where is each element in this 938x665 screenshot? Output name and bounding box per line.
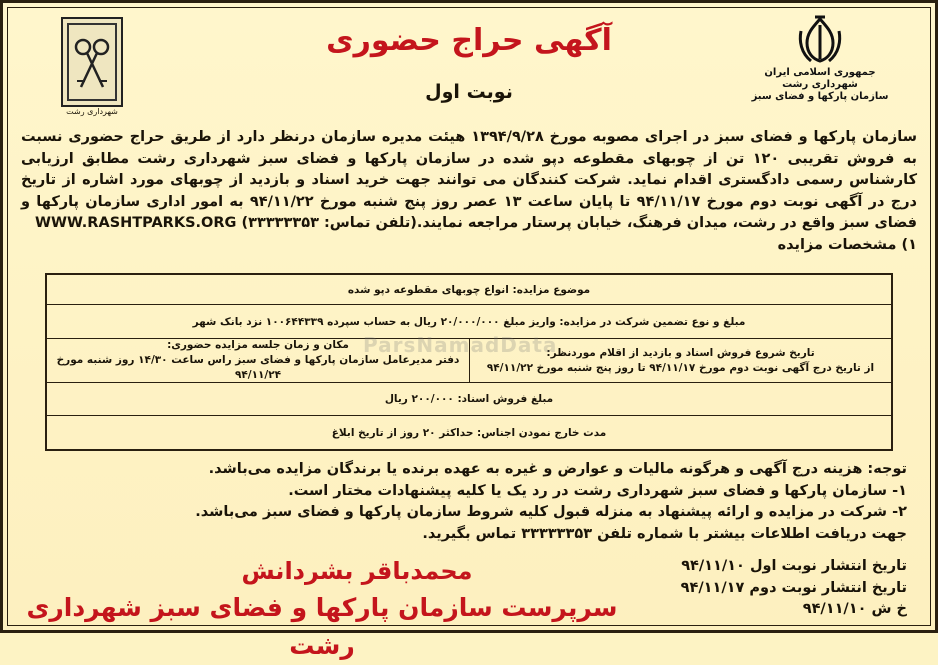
emblem-line-2: شهرداری رشت bbox=[782, 79, 858, 90]
page-title: آگهی حراج حضوری bbox=[326, 23, 612, 58]
meeting-value: دفتر مدیرعامل سازمان پارکها و فضای سبز راس ساعت ۱۴/۳۰ روز شنبه مورخ ۹۴/۱۱/۲۴ bbox=[56, 354, 460, 381]
meeting-title: مکان و زمان جلسه مزایده حضوری: bbox=[167, 339, 349, 351]
emblem-line-1: جمهوری اسلامی ایران bbox=[764, 67, 876, 78]
removal-deadline-cell: مدت خارج نمودن اجناس: حداکثر ۲۰ روز از تاریخ ابلاغ bbox=[331, 426, 607, 439]
note-item: ۱- سازمان پارکها و فضای سبز شهرداری رشت در رد یک یا کلیه پیشنهادات مختار است. bbox=[288, 482, 907, 499]
sale-period-title: تاریخ شروع فروش اسناد و بازدید از اقلام موردنظر: bbox=[546, 346, 815, 359]
seal-caption: شهرداری رشت bbox=[66, 107, 118, 116]
date-item: تاریخ انتشار نوبت دوم ۹۴/۱۱/۱۷ bbox=[680, 579, 907, 596]
table-row-document-price bbox=[47, 383, 891, 416]
note-item: جهت دریافت اطلاعات بیشتر با شماره تلفن ۳۳۳۳۳۳۵۳ تماس بگیرید. bbox=[422, 525, 907, 542]
signatory-role: سرپرست سازمان پارکها و فضای سبز شهرداری رشت bbox=[26, 593, 618, 660]
notes-section bbox=[21, 459, 907, 545]
signatory-name: محمدباقر بشردانش bbox=[241, 557, 473, 585]
watermark: ParsNamadData bbox=[363, 333, 558, 357]
date-item: تاریخ انتشار نوبت اول ۹۴/۱۱/۱۰ bbox=[681, 558, 907, 574]
sale-period-value: از تاریخ درج آگهی نوبت دوم مورخ ۹۴/۱۱/۱۷ تا روز پنج شنبه مورخ ۹۴/۱۱/۲۲ bbox=[486, 361, 875, 374]
deposit-cell: مبلغ و نوع تضمین شرکت در مزایده: واریز مبلغ ۲۰/۰۰۰/۰۰۰ ریال به حساب سپرده ۱۰۰۶۴۴۳۳۹ نزد بانک شهر bbox=[192, 315, 746, 328]
main-paragraph: سازمان پارکها و فضای سبز در اجرای مصوبه مورخ ۱۳۹۴/۹/۲۸ هیئت مدیره سازمان درنظر دارد از طریق حراج حضوری نسبت به فروش تقریبی ۱۲۰ تن از چوبهای مقطوعه دپو شده در سازمان پارکها و فضای سبز شهرداری رشت مطابق ارزیابی کارشناس رسمی دادگستری اقدام نماید. شرکت کنندگان می توانند جهت خرید اسناد و بازدید از چوبهای مورد اشاره از تاریخ درج در آگهی نوبت دوم مورخ ۹۴/۱۱/۱۷ تا پایان ساعت ۱۳ عصر روز پنج شنبه مورخ ۹۴/۱۱/۲۲ به امور اداری سازمان پارکها و فضای سبز واقع در رشت، میدان فرهنگ، خیابان پرستار مراجعه نمایند.(تلفن تماس: ۳۳۳۳۳۳۵۳) WWW.RASHTPARKS.ORG bbox=[21, 129, 917, 231]
section-heading: ۱) مشخصات مزایده bbox=[777, 236, 917, 253]
publication-dates bbox=[607, 556, 907, 621]
signature-block bbox=[17, 553, 627, 665]
emblem-line-3: سازمان پارکها و فضای سبز bbox=[751, 91, 889, 102]
date-item: خ ش ۹۴/۱۱/۱۰ bbox=[802, 601, 907, 617]
table-row-removal-deadline bbox=[47, 416, 891, 449]
auction-specs-table bbox=[45, 273, 893, 451]
table-row-subject bbox=[47, 275, 891, 305]
subject-cell: موضوع مزایده: انواع چوبهای مقطوعه دپو شده bbox=[347, 283, 591, 296]
note-item: توجه: هزینه درج آگهی و هرگونه مالیات و عوارض و غیره به عهده برنده یا برندگان مزایده می‌باشد. bbox=[208, 461, 907, 477]
note-item: ۲- شرکت در مزایده و ارائه پیشنهاد به منزله قبول کلیه شروط سازمان پارکها و فضای سبز می‌باشد. bbox=[195, 504, 907, 520]
page-subtitle: نوبت اول bbox=[425, 81, 513, 103]
announcement-body bbox=[21, 127, 917, 256]
document-price-cell: مبلغ فروش اسناد: ۲۰۰/۰۰۰ ریال bbox=[384, 393, 554, 405]
